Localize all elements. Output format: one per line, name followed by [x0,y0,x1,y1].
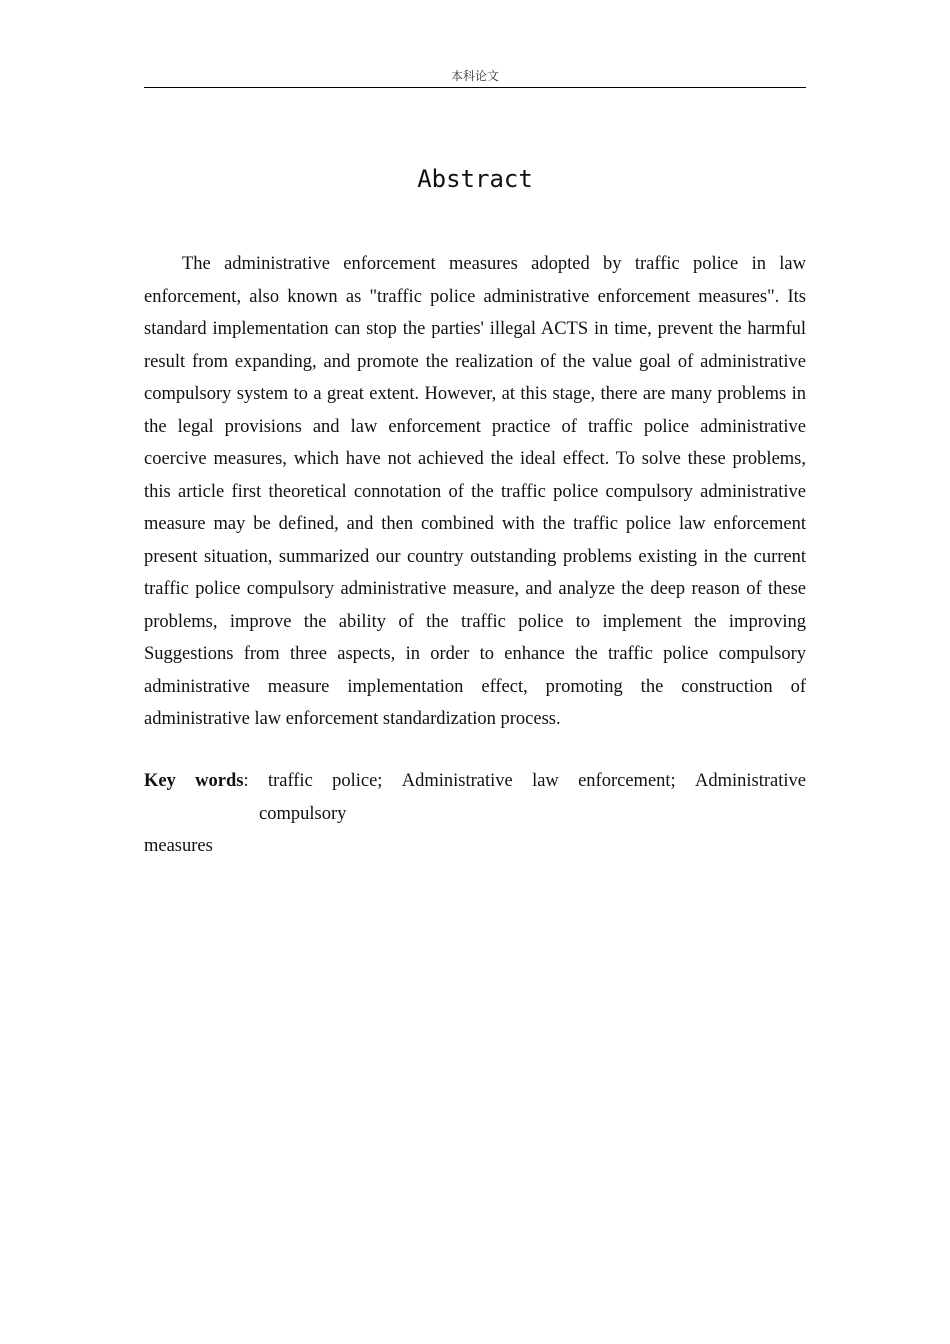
keyword-token: Administrative [695,771,806,791]
keywords-line-2: compulsory [259,803,347,824]
keywords-label-words-wrap [195,765,248,798]
keyword-token: Administrative [401,771,513,791]
abstract-title: Abstract [417,165,533,193]
keywords-section [144,765,806,863]
page-header [144,66,806,88]
keyword-token: law [532,771,559,791]
keywords-colon: : [243,771,249,791]
keywords-line-3: measures [144,836,213,856]
keyword-token: enforcement; [578,771,676,791]
keywords-label-words: words [195,771,244,791]
keyword-token: traffic [267,771,313,791]
header-text: 本科论文 [450,69,499,83]
keywords-label-key: Key [144,771,176,791]
keywords-line-1 [144,765,806,798]
abstract-body: The administrative enforcement measures adopted by traffic police in law enforcement, also known as "traffic police administrative enforcement measures". Its standard implementation can stop the parties' illegal ACTS in time, prevent the harmful result from expanding, and promote the realization of the value goal of administrative compulsory system to a great extent. However, at this stage, there are many problems in the legal provisions and law enforcement practice of traffic police administrative coercive measures, which have not achieved the ideal effect. To solve these problems, this article first theoretical connotation of the traffic police compulsory administrative measure may be defined, and then combined with the traffic police law enforcement present situation, summarized our country outstanding problems existing in the current traffic police compulsory administrative measure, and analyze the deep reason of these problems, improve the ability of the traffic police to implement the improving Suggestions from three aspects, in order to enhance the traffic police compulsory administrative measure implementation effect, promoting the construction of administrative law enforcement standardization process. [144,254,806,729]
keyword-token: police; [332,771,383,791]
